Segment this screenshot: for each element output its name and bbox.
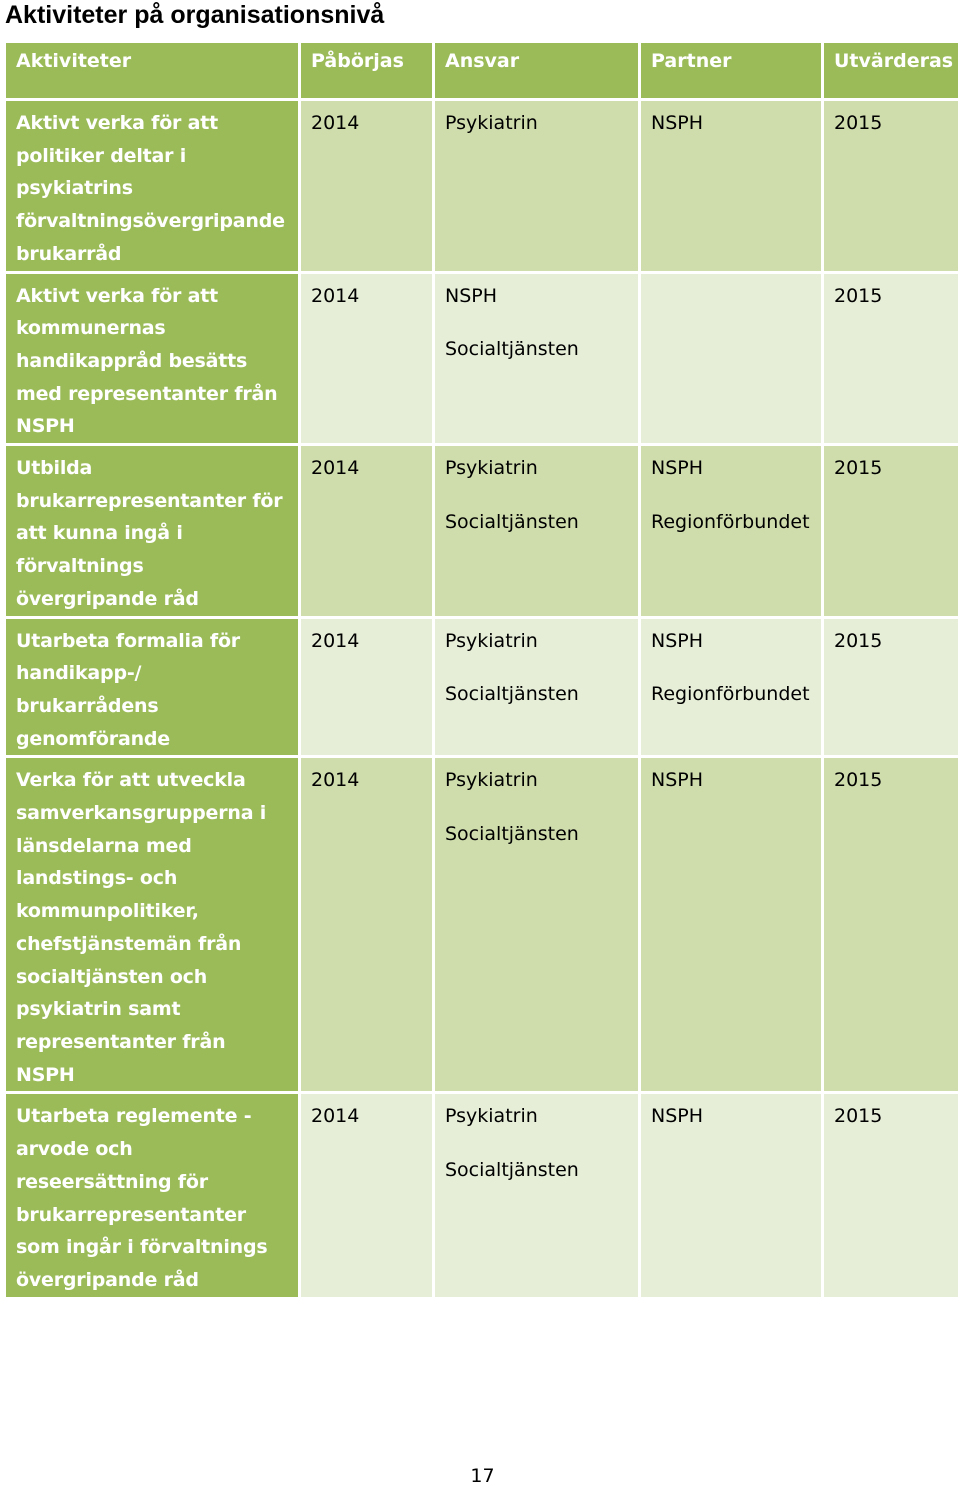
activity-cell: Aktivt verka för att kommunernas handikappråd besätts med representanter från NSPH (6, 274, 298, 444)
activity-cell: Utarbeta reglemente - arvode och reseersättning för brukarrepresentanter som ingår i förvaltnings övergripande råd (6, 1094, 298, 1296)
evaluation-year-cell: 2015 (824, 1094, 958, 1296)
activity-cell: Aktivt verka för att politiker deltar i psykiatrins förvaltningsövergripande brukarråd (6, 101, 298, 271)
partner-name: NSPH (651, 112, 704, 134)
table-row (6, 758, 958, 1091)
partner-name: Regionförbundet (651, 683, 810, 706)
partner-name: NSPH (651, 1105, 704, 1128)
evaluation-year-cell: 2015 (824, 274, 958, 444)
activity-cell: Utbilda brukarrepresentanter för att kunna ingå i förvaltnings övergripande råd (6, 446, 298, 616)
partner-name: NSPH (651, 629, 704, 652)
responsible-name: Socialtjänsten (445, 683, 579, 706)
responsible-name: NSPH (445, 284, 498, 307)
evaluation-year-cell: 2015 (824, 101, 958, 271)
activity-cell: Utarbeta formalia för handikapp-/ brukarrådens genomförande (6, 619, 298, 756)
start-year-cell: 2014 (301, 758, 432, 1091)
evaluation-year-cell: 2015 (824, 758, 958, 1091)
table-row (6, 446, 958, 616)
activity-cell: Verka för att utveckla samverkansgrupperna i länsdelarna med landstings- och kommunpolitiker, chefstjänstemän från socialtjänsten och psykiatrin samt representanter från NSPH (6, 758, 298, 1091)
partner-name: NSPH (651, 457, 704, 480)
table-row (6, 619, 958, 756)
partner-cell (641, 446, 821, 616)
page-number: 17 (470, 1465, 495, 1487)
responsible-name: Socialtjänsten (445, 1159, 579, 1182)
responsible-name: Psykiatrin (445, 457, 538, 480)
responsible-cell (435, 101, 638, 271)
column-header-partner: Partner (641, 43, 821, 98)
partner-name: Regionförbundet (651, 510, 810, 533)
partner-cell (641, 274, 821, 444)
partner-cell (641, 758, 821, 1091)
partner-name: NSPH (651, 769, 704, 792)
table-row (6, 101, 958, 271)
start-year-cell: 2014 (301, 274, 432, 444)
responsible-cell (435, 758, 638, 1091)
table-row (6, 274, 958, 444)
start-year-cell: 2014 (301, 446, 432, 616)
partner-cell (641, 619, 821, 756)
responsible-cell (435, 446, 638, 616)
start-year-cell: 2014 (301, 101, 432, 271)
start-year-cell: 2014 (301, 619, 432, 756)
column-header-activities: Aktiviteter (6, 43, 298, 98)
table-row (6, 1094, 958, 1296)
partner-cell (641, 1094, 821, 1296)
responsible-name: Psykiatrin (445, 1105, 538, 1128)
responsible-cell (435, 1094, 638, 1296)
partner-cell (641, 101, 821, 271)
responsible-name: Socialtjänsten (445, 338, 579, 361)
evaluation-year-cell: 2015 (824, 446, 958, 616)
responsible-name: Socialtjänsten (445, 823, 579, 846)
responsible-name: Psykiatrin (445, 769, 538, 792)
table-header-row (6, 43, 958, 98)
start-year-cell: 2014 (301, 1094, 432, 1296)
responsible-name: Psykiatrin (445, 629, 538, 652)
responsible-cell (435, 274, 638, 444)
column-header-responsible: Ansvar (435, 43, 638, 98)
page-title: Aktiviteter på organisationsnivå (5, 1, 385, 29)
column-header-evaluated: Utvärderas (824, 43, 958, 98)
responsible-name: Socialtjänsten (445, 510, 579, 533)
responsible-name: Psykiatrin (445, 112, 538, 134)
responsible-cell (435, 619, 638, 756)
evaluation-year-cell: 2015 (824, 619, 958, 756)
activities-table (3, 40, 960, 1300)
column-header-start: Påbörjas (301, 43, 432, 98)
